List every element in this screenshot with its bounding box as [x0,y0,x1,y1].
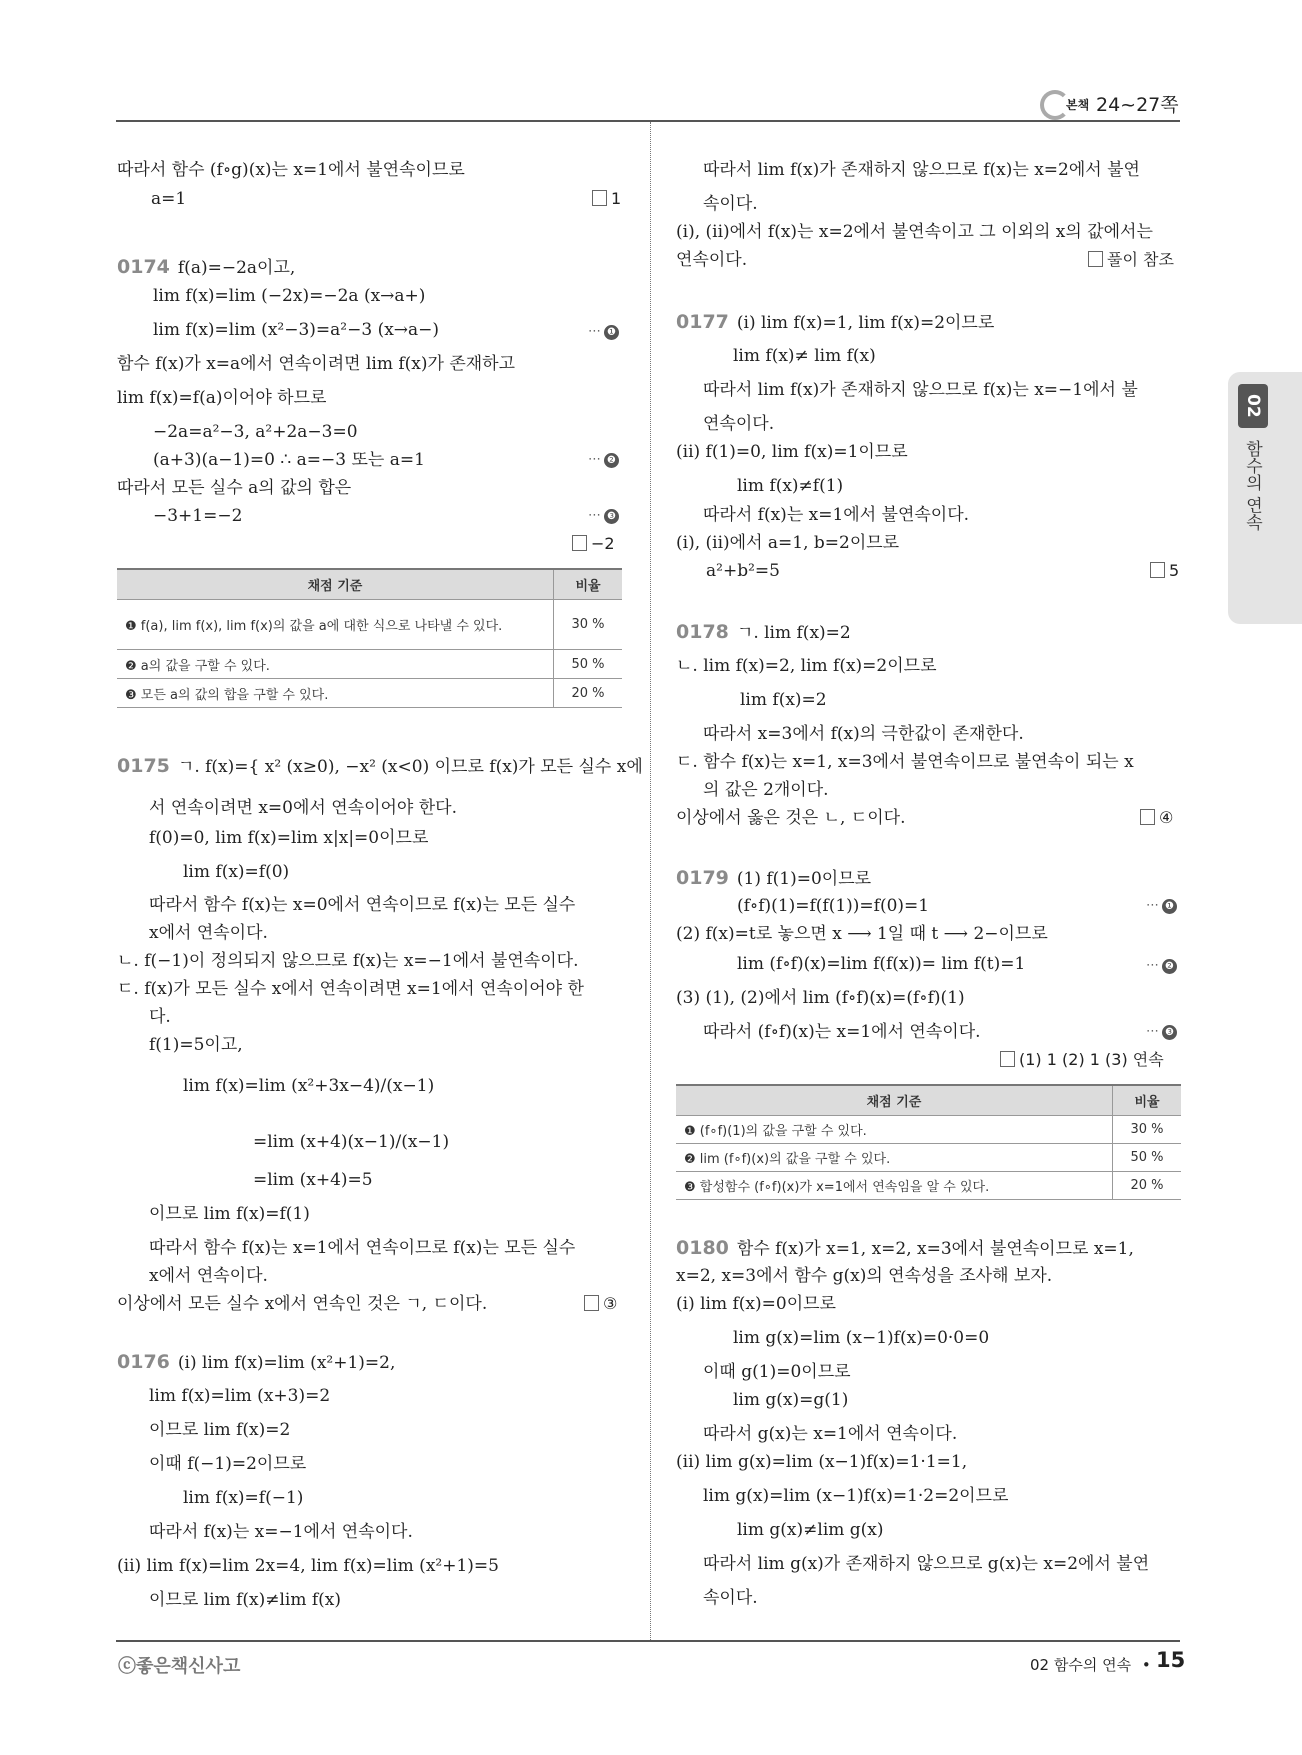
text-line: (3) (1), (2)에서 lim (f∘f)(x)=(f∘f)(1) [676,988,965,1008]
table-row: ❶ f(a), lim f(x), lim f(x)의 값을 a에 대한 식으로 나타낼 수 있다. 30 % [117,600,622,650]
text-line: (i), (ii)에서 f(x)는 x=2에서 불연속이고 그 이외의 x의 값에서는 [676,222,1153,242]
text-line: 따라서 x=3에서 f(x)의 극한값이 존재한다. [703,724,1024,744]
text-line: 따라서 함수 f(x)는 x=0에서 연속이므로 f(x)는 모든 실수 [149,895,576,915]
text-line: ㄷ. f(x)가 모든 실수 x에서 연속이려면 x=1에서 연속이어야 한 [117,979,584,999]
answer: −2 [572,532,615,556]
text-line: (a+3)(a−1)=0 ∴ a=−3 또는 a=1 [153,450,425,470]
table-row: ❸ 모든 a의 값의 합을 구할 수 있다. 20 % [117,679,622,708]
text-line: a²+b²=5 [706,561,780,581]
answer-icon [1150,562,1165,578]
answer: 5 [1150,559,1179,583]
text-line: f(1)=5이고, [149,1035,243,1055]
text-line: lim (f∘f)(x)=lim f(f(x))= lim f(t)=1 [737,954,1026,974]
text-line: 따라서 f(x)는 x=1에서 불연속이다. [703,505,970,525]
text-line: (2) f(x)=t로 놓으면 x ⟶ 1일 때 t ⟶ 2−이므로 [676,924,1048,944]
answer-icon [592,190,607,206]
problem-0179-line: 0179 (1) f(1)=0이므로 [676,867,872,889]
text-line: 함수 f(x)가 x=a에서 연속이려면 lim f(x)가 존재하고 [117,354,516,374]
table-header: 채점 기준 [676,1085,1113,1116]
problem-0180-line: 0180 함수 f(x)가 x=1, x=2, x=3에서 불연속이므로 x=1, [676,1237,1134,1259]
text-line: lim f(x)=f(a)이어야 하므로 [117,388,327,408]
text-line: lim g(x)=lim (x−1)f(x)=0·0=0 [733,1328,990,1348]
text-line: 이상에서 옳은 것은 ㄴ, ㄷ이다. [676,808,906,828]
problem-0174-line: 0174 f(a)=−2a이고, [117,256,296,278]
answer-icon [584,1295,599,1311]
text-line: f(0)=0, lim f(x)=lim x|x|=0이므로 [149,828,429,848]
chapter-title: 함수의 연속 [1242,440,1262,531]
text-line: lim f(x)=lim (−2x)=−2a (x→a+) [153,286,426,306]
page-range: 24~27쪽 [1096,94,1179,116]
chapter-number: 02 [1238,384,1268,428]
text-line: (f∘f)(1)=f(f(1))=f(0)=1 [737,896,930,916]
table-row: ❸ 합성함수 (f∘f)(x)가 x=1에서 연속임을 알 수 있다. 20 % [676,1172,1181,1200]
answer: 1 [592,187,621,211]
publisher: ⓒ좋은책신사고 [118,1656,241,1677]
problem-number: 0180 [676,1237,729,1259]
text-line: lim f(x)=lim (x²−3)=a²−3 (x→a−) [153,320,440,340]
text-line: lim f(x)≠ lim f(x) [733,346,876,366]
text-line: 이상에서 모든 실수 x에서 연속인 것은 ㄱ, ㄷ이다. [117,1294,488,1314]
text-line: lim g(x)=g(1) [733,1390,849,1410]
text-line: a=1 [151,189,187,209]
text-line: 따라서 lim f(x)가 존재하지 않으므로 f(x)는 x=2에서 불연 [703,160,1140,180]
text-line: (ii) f(1)=0, lim f(x)=1이므로 [676,442,908,462]
footer-chapter: 02 함수의 연속 • [1030,1656,1151,1674]
table-row: ❶ (f∘f)(1)의 값을 구할 수 있다. 30 % [676,1116,1181,1144]
grading-table-0179 [676,1084,1181,1200]
text-line: 따라서 모든 실수 a의 값의 합은 [117,478,352,498]
footer-rule [116,1640,1180,1642]
text-line: ㄷ. 함수 f(x)는 x=1, x=3에서 불연속이므로 불연속이 되는 x [676,752,1134,772]
text-line: (ii) lim g(x)=lim (x−1)f(x)=1·1=1, [676,1452,968,1472]
text-line: x에서 연속이다. [149,1266,268,1286]
table-row: ❷ a의 값을 구할 수 있다. 50 % [117,650,622,679]
table-header: 비율 [1113,1085,1182,1116]
problem-number: 0177 [676,311,729,333]
text-line: lim f(x)=2 [740,690,827,710]
answer-icon [1000,1051,1015,1067]
answer: ④ [1140,806,1173,830]
text-line: lim f(x)=lim (x+3)=2 [149,1386,331,1406]
text-line: −3+1=−2 [153,506,243,526]
text-line: lim f(x)≠f(1) [737,476,844,496]
problem-number: 0178 [676,621,729,643]
text-line: 서 연속이려면 x=0에서 연속이어야 한다. [149,798,457,818]
page-header [116,84,1180,122]
answer: ③ [584,1292,617,1316]
text-line: =lim (x+4)(x−1)/(x−1) [253,1132,450,1152]
problem-number: 0175 [117,755,170,777]
text-line: 연속이다. [676,250,748,270]
text-line: lim f(x)=lim (x²+3x−4)/(x−1) [183,1076,435,1096]
text-line: x에서 연속이다. [149,923,268,943]
text-line: 이므로 lim f(x)≠lim f(x) [149,1590,341,1610]
text-line: 따라서 f(x)는 x=−1에서 연속이다. [149,1522,413,1542]
text-line: ㄴ. lim f(x)=2, lim f(x)=2이므로 [676,656,937,676]
text-line: lim g(x)=lim (x−1)f(x)=1·2=2이므로 [703,1486,1009,1506]
text-line: 연속이다. [703,414,775,434]
answer-icon [1088,251,1103,267]
grading-table-0174 [117,568,622,708]
column-divider [650,122,651,1642]
answer: (1) 1 (2) 1 (3) 연속 [1000,1048,1164,1072]
text-line: (ii) lim f(x)=lim 2x=4, lim f(x)=lim (x²+1)=5 [117,1556,499,1576]
text-line: 이때 g(1)=0이므로 [703,1362,851,1382]
text-line: 이때 f(−1)=2이므로 [149,1454,307,1474]
text-line: −2a=a²−3, a²+2a−3=0 [153,422,358,442]
text-line: 따라서 함수 (f∘g)(x)는 x=1에서 불연속이므로 [117,160,465,180]
text-line: 속이다. [703,1588,758,1608]
problem-number: 0176 [117,1351,170,1373]
table-header: 채점 기준 [117,569,554,600]
text-line: 의 값은 2개이다. [703,780,829,800]
answer: 풀이 참조 [1088,248,1174,272]
text-line: ㄴ. f(−1)이 정의되지 않으므로 f(x)는 x=−1에서 불연속이다. [117,951,579,971]
text-line: (i), (ii)에서 a=1, b=2이므로 [676,533,900,553]
step-mark-2: ⋯ ❷ [588,452,619,468]
text-line: 따라서 (f∘f)(x)는 x=1에서 연속이다. [703,1022,981,1042]
text-line: =lim (x+4)=5 [253,1170,373,1190]
problem-0176-line: 0176 (i) lim f(x)=lim (x²+1)=2, [117,1351,396,1373]
table-header: 비율 [554,569,623,600]
text-line: 따라서 함수 f(x)는 x=1에서 연속이므로 f(x)는 모든 실수 [149,1238,576,1258]
text-line: 따라서 lim g(x)가 존재하지 않으므로 g(x)는 x=2에서 불연 [703,1554,1150,1574]
problem-number: 0179 [676,867,729,889]
text-line: 속이다. [703,194,758,214]
text-line: 따라서 g(x)는 x=1에서 연속이다. [703,1424,958,1444]
table-row: ❷ lim (f∘f)(x)의 값을 구할 수 있다. 50 % [676,1144,1181,1172]
book-label: 본책 [1066,98,1090,112]
text-line: 다. [149,1007,171,1027]
problem-0178-line: 0178 ㄱ. lim f(x)=2 [676,621,851,643]
answer-icon [1140,809,1155,825]
text-line: lim f(x)=f(0) [183,862,290,882]
problem-0175-line: 0175 ㄱ. f(x)={ x² (x≥0), −x² (x<0) 이므로 f(x)가 모든 실수 x에 [117,755,643,777]
problem-number: 0174 [117,256,170,278]
step-mark-1: ⋯ ❶ [588,324,619,340]
text-line: lim g(x)≠lim g(x) [737,1520,884,1540]
text-line: (i) lim f(x)=0이므로 [676,1294,836,1314]
text-line: 이므로 lim f(x)=2 [149,1420,291,1440]
step-mark-3: ⋯ ❸ [1146,1024,1177,1040]
step-mark-3: ⋯ ❸ [588,508,619,524]
step-mark-1: ⋯ ❶ [1146,898,1177,914]
page-number: 15 [1156,1648,1186,1672]
text-line: 따라서 lim f(x)가 존재하지 않으므로 f(x)는 x=−1에서 불 [703,380,1138,400]
problem-0177-line: 0177 (i) lim f(x)=1, lim f(x)=2이므로 [676,311,995,333]
answer-icon [572,535,587,551]
text-line: lim f(x)=f(−1) [183,1488,304,1508]
text-line: x=2, x=3에서 함수 g(x)의 연속성을 조사해 보자. [676,1266,1053,1286]
text-line: 이므로 lim f(x)=f(1) [149,1204,310,1224]
step-mark-2: ⋯ ❷ [1146,958,1177,974]
